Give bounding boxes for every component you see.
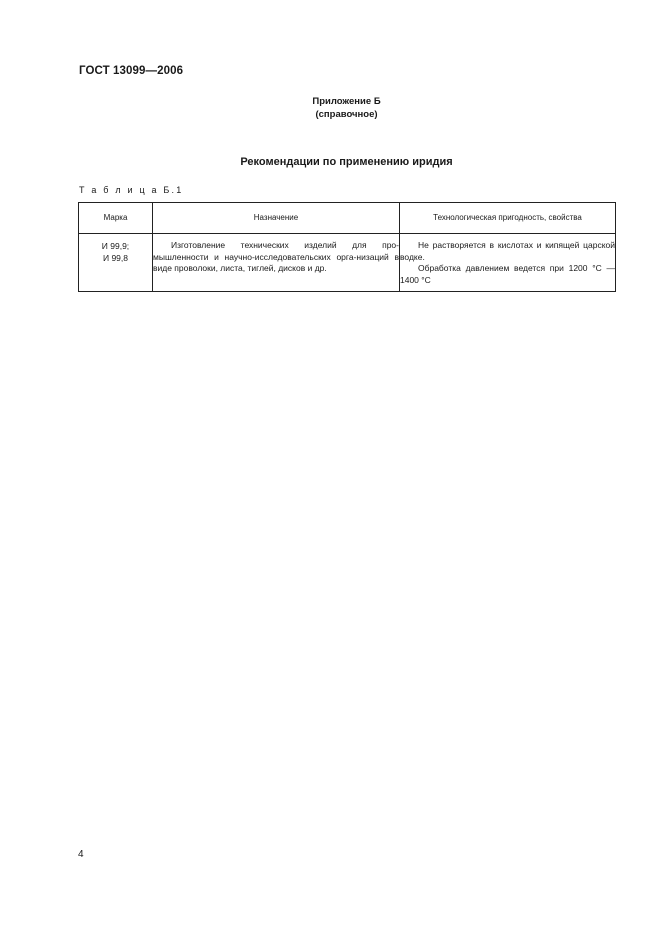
document-title bbox=[0, 156, 661, 168]
property-line: Не растворяется в кислотах и кипящей царской водке. bbox=[400, 240, 615, 262]
appendix-title: Приложение Б bbox=[312, 96, 381, 107]
page-number: 4 bbox=[78, 849, 84, 860]
appendix-subtitle: (справочное) bbox=[315, 109, 378, 120]
table-row bbox=[79, 234, 616, 292]
column-header-purpose: Назначение bbox=[153, 203, 400, 234]
table-caption: Т а б л и ц а Б.1 bbox=[79, 185, 184, 195]
document-title-text: Рекомендации по применению иридия bbox=[240, 156, 453, 168]
properties-cell bbox=[400, 234, 616, 292]
standard-code: ГОСТ 13099—2006 bbox=[79, 65, 184, 77]
appendix-heading bbox=[0, 95, 661, 121]
column-header-properties: Технологическая пригодность, свойства bbox=[400, 203, 616, 234]
grade-line: И 99,8 bbox=[102, 253, 128, 263]
column-header-grade: Марка bbox=[79, 203, 153, 234]
grade-line: И 99,9; bbox=[101, 241, 130, 251]
purpose-cell bbox=[153, 234, 400, 292]
table-header-row bbox=[79, 203, 616, 234]
purpose-text: Изготовление технических изделий для про-мышленности и научно-исследовательских орга-низаций в виде проволоки, листа, тиглей, дисков и др. bbox=[153, 240, 399, 273]
grade-cell bbox=[79, 234, 153, 292]
property-line: Обработка давлением ведется при 1200 °C —1400 °C bbox=[400, 263, 615, 285]
recommendations-table bbox=[78, 202, 616, 292]
